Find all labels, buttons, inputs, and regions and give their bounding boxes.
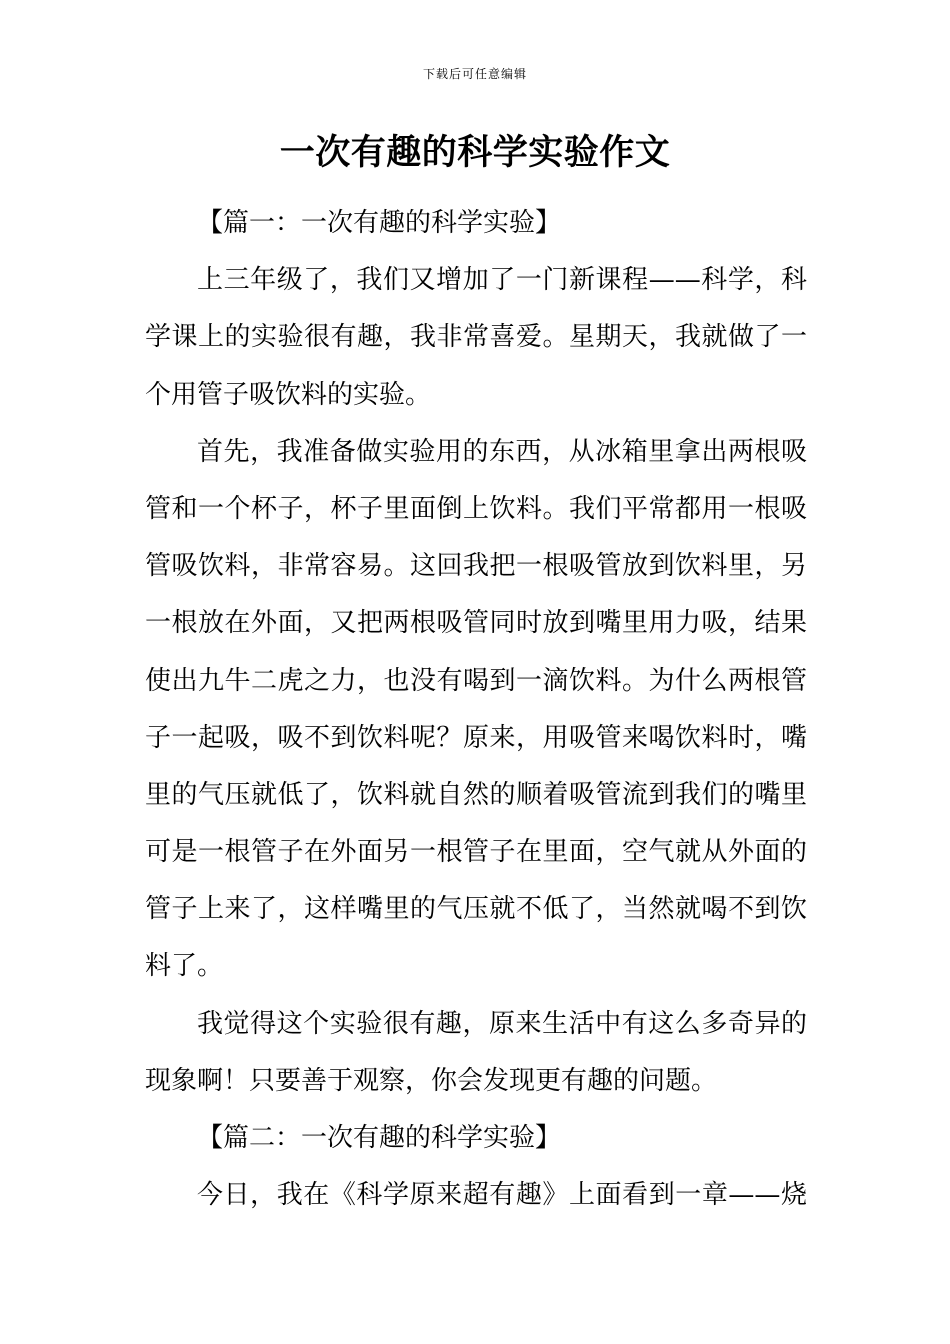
document-body <box>145 195 807 1224</box>
text-line: 一根放在外面，又把两根吸管同时放到嘴里用力吸，结果 <box>145 608 807 639</box>
text-line: 管吸饮料，非常容易。这回我把一根吸管放到饮料里，另 <box>145 551 807 582</box>
text-line: 我觉得这个实验很有趣，原来生活中有这么多奇异的 <box>197 1008 807 1039</box>
text-line: 子一起吸，吸不到饮料呢？原来，用吸管来喝饮料时，嘴 <box>145 722 807 753</box>
text-line: 使出九牛二虎之力，也没有喝到一滴饮料。为什么两根管 <box>145 665 807 696</box>
text-line: 可是一根管子在外面另一根管子在里面，空气就从外面的 <box>145 837 807 868</box>
text-line: 料了。 <box>145 951 224 982</box>
text-line: 里的气压就低了，饮料就自然的顺着吸管流到我们的嘴里 <box>145 779 807 810</box>
header-note: 下载后可任意编辑 <box>422 67 527 81</box>
text-line: 今日，我在《科学原来超有趣》上面看到一章——烧 <box>197 1180 807 1211</box>
text-line: 【篇一：一次有趣的科学实验】 <box>197 208 562 238</box>
text-line: 首先，我准备做实验用的东西，从冰箱里拿出两根吸 <box>197 436 807 467</box>
text-line: 现象啊！只要善于观察，你会发现更有趣的问题。 <box>145 1065 718 1096</box>
text-line: 【篇二：一次有趣的科学实验】 <box>197 1123 562 1153</box>
text-line: 个用管子吸饮料的实验。 <box>145 379 432 410</box>
text-line: 管和一个杯子，杯子里面倒上饮料。我们平常都用一根吸 <box>145 493 807 524</box>
text-line: 管子上来了，这样嘴里的气压就不低了，当然就喝不到饮 <box>145 894 807 925</box>
text-line: 学课上的实验很有趣，我非常喜爱。星期天，我就做了一 <box>145 322 807 353</box>
text-line: 上三年级了，我们又增加了一门新课程——科学，科 <box>197 265 807 296</box>
page-title: 一次有趣的科学实验作文 <box>279 133 671 173</box>
